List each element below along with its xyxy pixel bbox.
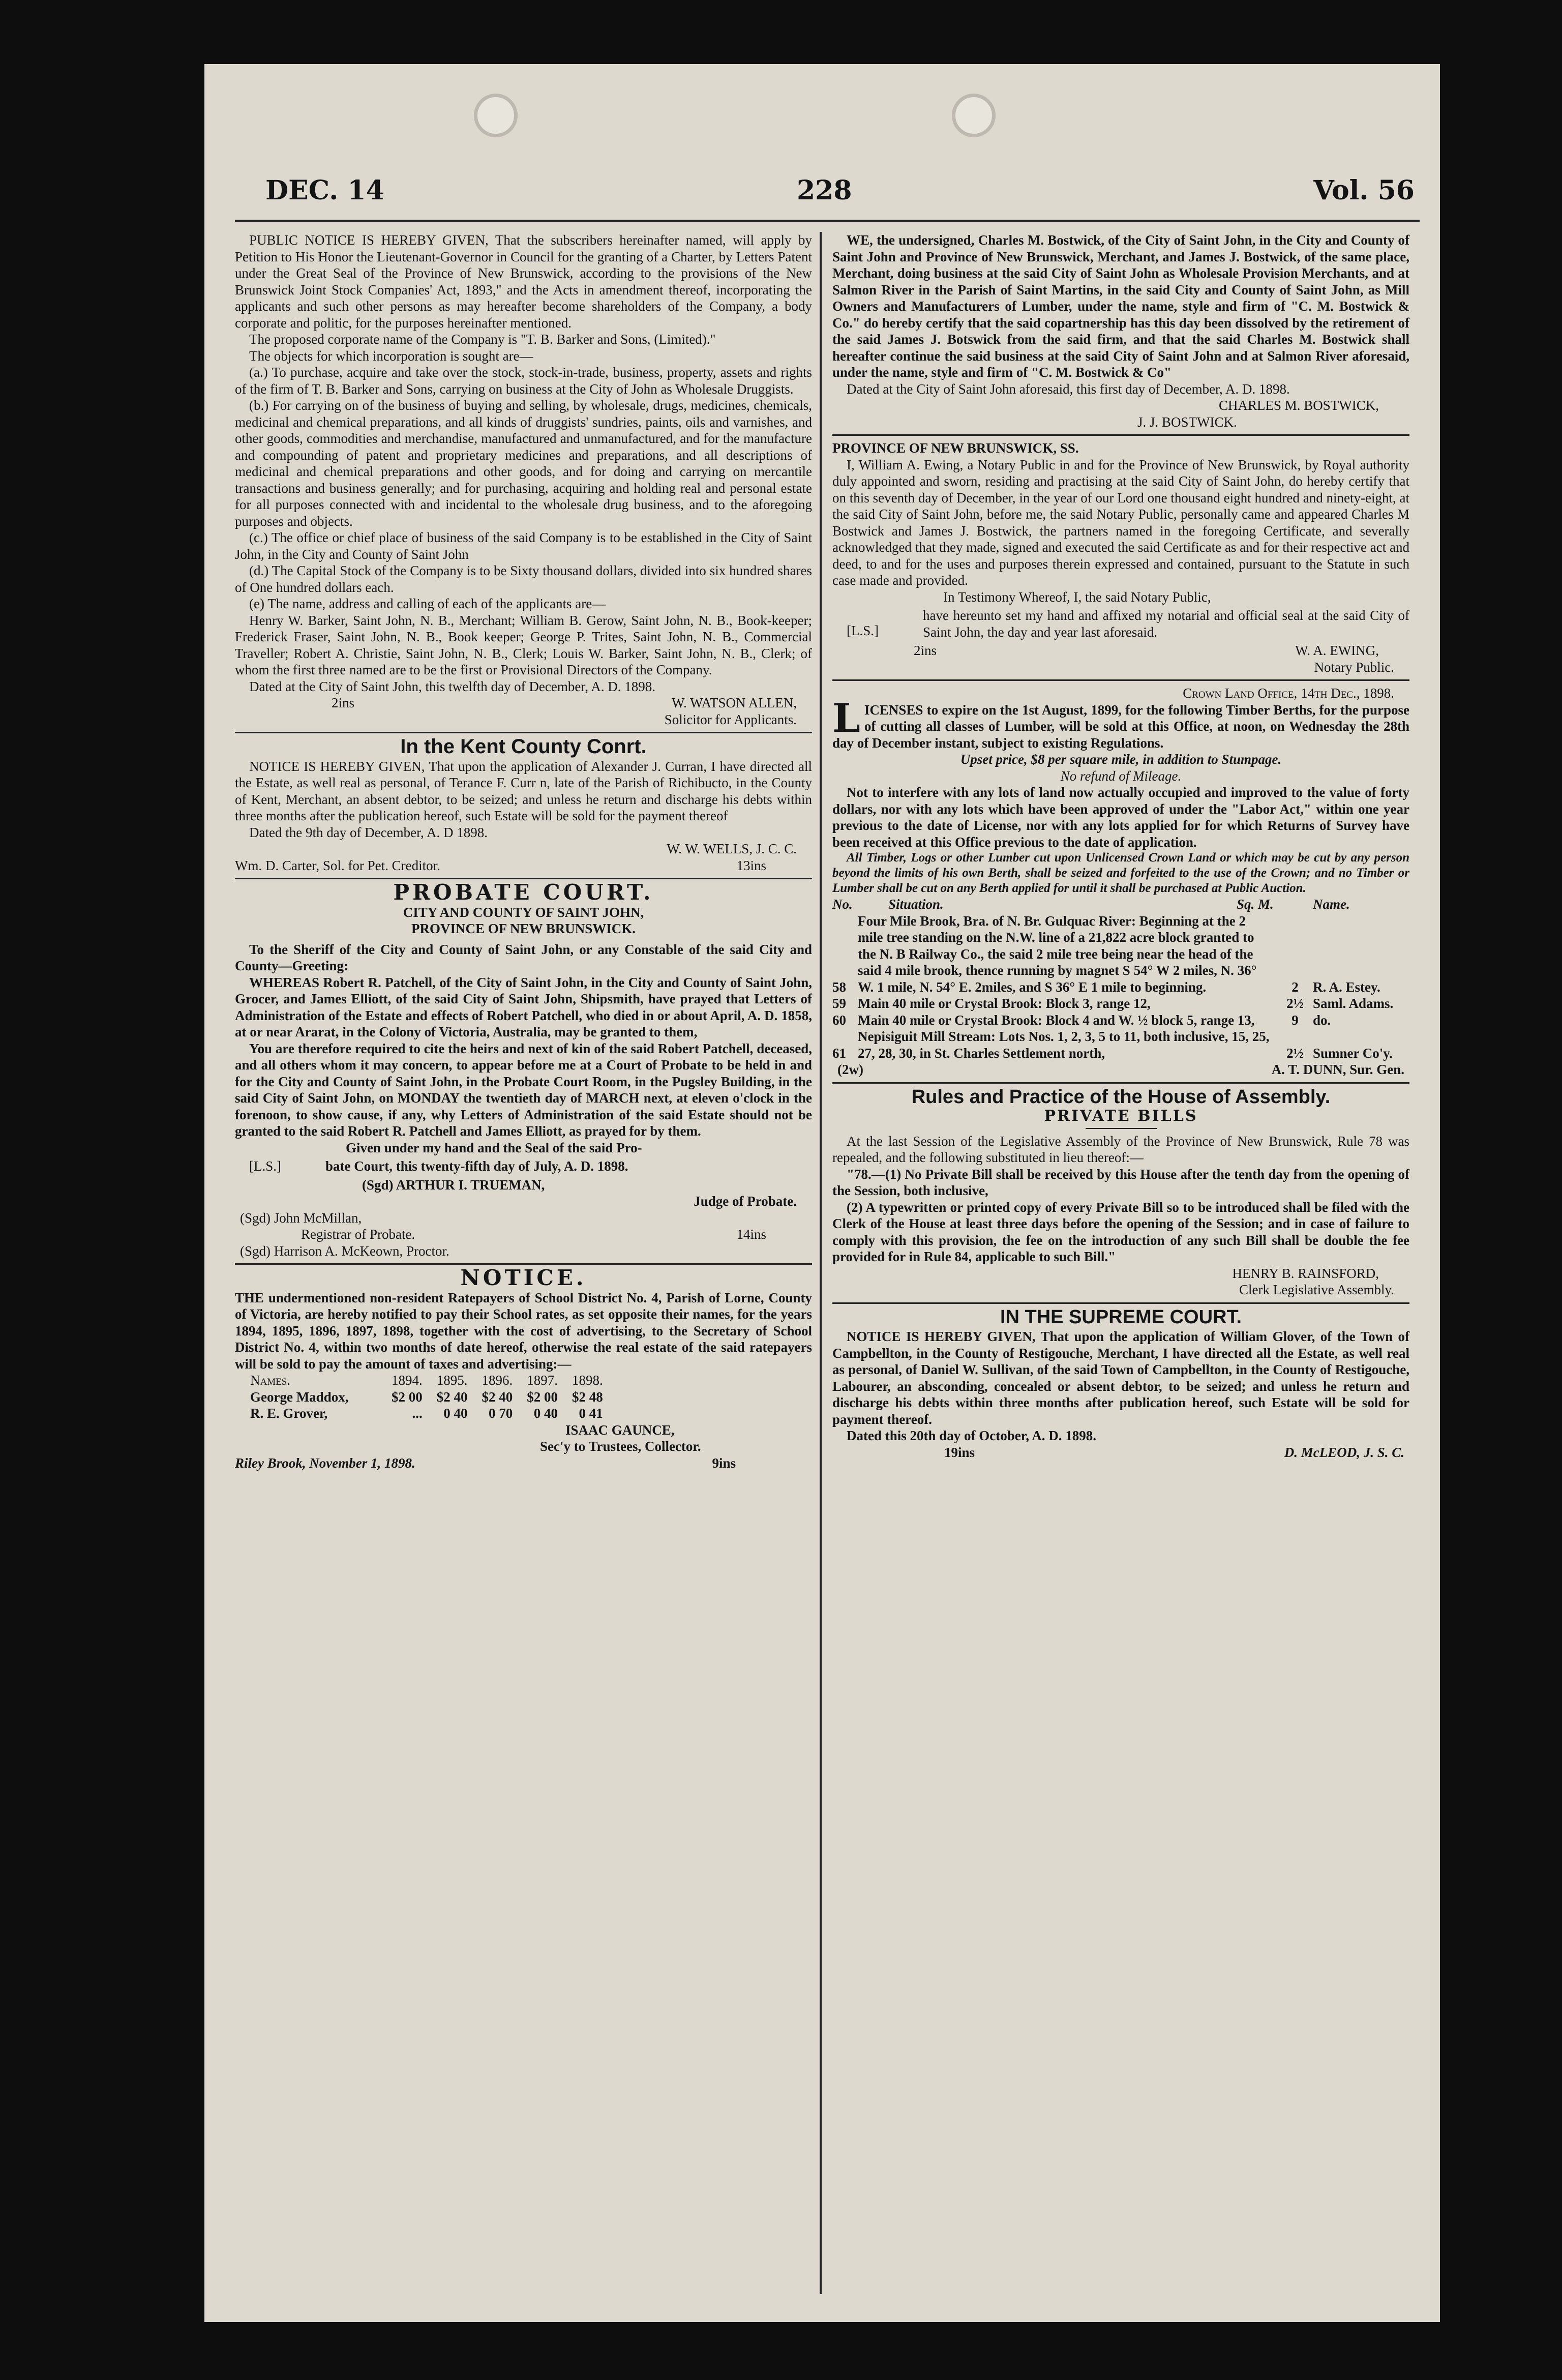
signature: D. McLEOD, J. S. C. <box>1284 1444 1404 1460</box>
notice-paragraph: Dated at the City of Saint John aforesaid, this first day of December, A. D. 1898. <box>847 381 1290 397</box>
signature-role: Clerk Legislative Assembly. <box>1239 1282 1394 1297</box>
notice-paragraph: NOTICE IS HEREBY GIVEN, That upon the application of William Glover, of the Town of Campbellton, in the County of Restigouche, Merchant, I have directed all the Estate, as well real as personal, of Daniel W. Sullivan, of the said Town of Campbellton, in the County of Restigouche, Labourer, an absconding, concealed or absent debtor, to be seized; and unless he return and discharge his debts within three months after publication hereof, such Estate will be sold for payment thereof. <box>832 1329 1409 1427</box>
section-divider <box>235 878 812 879</box>
section-heading: NOTICE. <box>460 1265 587 1290</box>
table-cell: George Maddox, <box>250 1389 349 1405</box>
table-row <box>250 1389 610 1406</box>
table-header-cell: Situation. <box>888 897 944 912</box>
table-header-cell: 1896. <box>482 1373 513 1388</box>
subheading: CITY AND COUNTY OF SAINT JOHN, <box>403 904 644 920</box>
private-bills-notice <box>832 1086 1409 1298</box>
no-refund: No refund of Mileage. <box>1060 768 1182 784</box>
signature-role: Notary Public. <box>1314 659 1394 675</box>
insertion-count: 2ins <box>332 695 355 710</box>
signature: HENRY B. RAINSFORD, <box>1232 1265 1379 1281</box>
table-row <box>832 1028 1409 1061</box>
insertion-count: 2ins <box>914 643 937 658</box>
table-header-cell: Names. <box>250 1373 291 1388</box>
left-column <box>235 232 812 1471</box>
table-cell: 0 40 <box>533 1406 558 1421</box>
section-divider <box>235 1263 812 1265</box>
table-cell: $2 48 <box>572 1389 603 1405</box>
notice-paragraph: THE undermentioned non-resident Ratepayers of School District No. 4, Parish of Lorne, County of Victoria, are hereby notified to pay their School rates, as set opposite their names, for the years 1894, 1895, 1896, 1897, 1898, together with the cost of advertising, to the Secretary of School District No. 4, within two months of date hereof, otherwise the real estate of the said ratepayers will be sold to pay the amount of taxes and advertising:— <box>235 1290 812 1372</box>
signature: W. W. WELLS, J. C. C. <box>667 841 797 856</box>
subheading: PRIVATE BILLS <box>1044 1107 1198 1125</box>
insertion-count: 9ins <box>712 1455 736 1471</box>
notice-paragraph: ICENSES to expire on the 1st August, 1899, for the following Timber Berths, for the purpose of cutting all classes of Lumber, will be sold at this Office, at noon, on Wednesday the 28th day of December instant, subject to existing Regulations. <box>832 702 1409 751</box>
section-divider <box>832 1302 1409 1304</box>
notice-paragraph: (e) The name, address and calling of each of the applicants are— <box>249 596 606 611</box>
table-cell: 0 40 <box>443 1406 468 1421</box>
signature-role: Registrar of Probate. <box>301 1227 415 1242</box>
seal-mark: [L.S.] <box>249 1158 281 1174</box>
insertion-count: 13ins <box>736 857 766 873</box>
berth-table-header <box>832 896 1409 913</box>
notice-paragraph: have hereunto set my hand and affixed my notarial and official seal at the said City of Saint John, the day and year last aforesaid. <box>923 608 1409 640</box>
table-cell: Main 40 mile or Crystal Brook: Block 3, range 12, <box>858 996 1151 1011</box>
signature-role: Judge of Probate. <box>694 1194 797 1209</box>
section-heading: In the Kent County Conrt. <box>400 735 647 758</box>
supreme-court-notice <box>832 1306 1409 1461</box>
table-cell: Nepisiguit Mill Stream: Lots Nos. 1, 2, 3, 5 to 11, both inclusive, 15, 25, 27, 28, 30, in St. Charles Settlement north, <box>858 1029 1270 1061</box>
binding-hole <box>474 94 518 137</box>
table-cell: 59 <box>832 996 846 1011</box>
signature: ISAAC GAUNCE, <box>565 1422 675 1438</box>
table-cell: 58 <box>832 979 846 995</box>
section-divider <box>832 1082 1409 1084</box>
gazette-page <box>204 64 1440 2322</box>
section-heading: PROVINCE OF NEW BRUNSWICK, SS. <box>832 440 1079 456</box>
signature-role: Solicitor for Applicants. <box>664 711 797 727</box>
table-row <box>250 1405 610 1422</box>
notice-paragraph: In Testimony Whereof, I, the said Notary Public, <box>943 589 1211 605</box>
table-cell: 61 <box>832 1045 846 1061</box>
drop-cap: L <box>832 695 860 741</box>
table-header-cell: 1898. <box>572 1373 603 1388</box>
notice-paragraph: NOTICE IS HEREBY GIVEN, That upon the application of Alexander J. Curran, I have directed all the Estate, as well real as personal, of Terance F. Curr n, late of the Parish of Richibucto, in the County of Kent, Merchant, an absent debtor, to be seized; and unless he return and discharge his debts within three months after the publication hereof, such Estate will be sold for the payment thereof <box>235 758 812 823</box>
signature: (Sgd) Harrison A. McKeown, Proctor. <box>240 1243 449 1259</box>
header-rule <box>235 220 1420 222</box>
place-date-line: Riley Brook, November 1, 1898. <box>235 1455 415 1471</box>
table-cell: do. <box>1313 1012 1331 1028</box>
table-cell: $2 40 <box>482 1389 513 1405</box>
table-header-cell: Name. <box>1313 897 1350 912</box>
upset-price: Upset price, $8 per square mile, in addition to Stumpage. <box>960 752 1282 767</box>
table-cell: R. A. Estey. <box>1313 979 1380 995</box>
signature: (Sgd) John McMillan, <box>240 1210 362 1226</box>
table-cell: $2 40 <box>436 1389 468 1405</box>
notice-paragraph: WE, the undersigned, Charles M. Bostwick, of the City of Saint John, in the City and County of Saint John and Province of New Brunswick, Merchant, and James J. Bostwick, of the same place, Merchant, doing business at the said City of Saint John as Wholesale Provision Merchants, and at Salmon River in the Parish of Saint Martins, in the said City and County of Saint John, as Mill Owners and Manufacturers of Lumber, under the name, style and firm of "C. M. Bostwick & Co." do hereby certify that the said copartnership has this day been dissolved by the retirement of the said James J. Botswick from the said firm, and that the said Charles M. Bostwick shall hereafter continue the said business at the said City of Saint John and at Salmon River aforesaid, under the name, style and firm of "C. M. Bostwick & Co" <box>832 232 1409 380</box>
subheading: PROVINCE OF NEW BRUNSWICK. <box>411 921 636 936</box>
table-cell: Saml. Adams. <box>1313 996 1394 1011</box>
notary-certificate <box>832 440 1409 675</box>
notice-paragraph: The proposed corporate name of the Company is "T. B. Barker and Sons, (Limited)." <box>249 332 716 347</box>
kent-county-court-notice <box>235 735 812 874</box>
notice-paragraph: All Timber, Logs or other Lumber cut upon Unlicensed Crown Land or which may be cut by any person beyond the limits of his own Berth, shall be seized and forfeited to the use of the Crown; and no Timber or Lumber shall be cut on any Berth applied for until it shall be purchased at Public Auction. <box>832 851 1409 895</box>
notice-paragraph: Dated at the City of Saint John, this twelfth day of December, A. D. 1898. <box>249 678 656 694</box>
table-header-cell: No. <box>832 897 853 912</box>
signature: A. T. DUNN, Sur. Gen. <box>1271 1062 1404 1077</box>
notice-paragraph: (a.) To purchase, acquire and take over the stock, stock-in-trade, business, property, assets and rights of the firm of T. B. Barker and Sons, carrying on business at the City of John as Wholesale Druggists. <box>235 365 812 397</box>
barker-charter-notice <box>235 232 812 728</box>
section-divider <box>235 732 812 733</box>
table-header-row <box>250 1372 610 1389</box>
notice-paragraph: Not to interfere with any lots of land now actually occupied and improved to the value of forty dollars, nor with any lots which have been approved of under the "Labor Act," within one year previous to the date of License, nor with any lots applied for for which Returns of Survey have been received at this Office previous to the date of application. <box>832 785 1409 850</box>
table-header-cell: Sq. M. <box>1237 897 1274 912</box>
rates-table <box>250 1372 610 1422</box>
signature: CHARLES M. BOSTWICK, <box>1218 398 1379 413</box>
notice-paragraph: (d.) The Capital Stock of the Company is to be Sixty thousand dollars, divided into six hundred shares of One hundred dollars each. <box>235 563 812 595</box>
insertion-count: 14ins <box>736 1227 766 1242</box>
table-row <box>832 1012 1409 1029</box>
table-cell: 60 <box>832 1012 846 1028</box>
notice-paragraph: bate Court, this twenty-fifth day of July, A. D. 1898. <box>325 1158 628 1174</box>
notice-paragraph: You are therefore required to cite the heirs and next of kin of the said Robert Patchell, deceased, and all others whom it may concern, to appear before me at a Court of Probate to be held in and for the City and County of Saint John, in the Probate Court Room, in the Pugsley Building, in the said City of Saint John, on MONDAY the twentieth day of MARCH next, at eleven o'clock in the forenoon, to show cause, if any, why Letters of Administration of the said Estate should not be granted to the said Robert R. Patchell and James Elliott, as prayed for by them. <box>235 1040 812 1139</box>
solicitor-line: Wm. D. Carter, Sol. for Pet. Creditor. <box>235 857 440 873</box>
section-heading: Rules and Practice of the House of Assembly. <box>911 1086 1331 1108</box>
table-header-cell: 1895. <box>436 1373 468 1388</box>
notice-paragraph: Given under my hand and the Seal of the said Pro- <box>346 1140 642 1155</box>
notice-paragraph: (c.) The office or chief place of business of the said Company is to be established in the City of Saint John, in the City and County of Saint John <box>235 530 812 562</box>
header-page-number: 228 <box>797 175 852 206</box>
table-row <box>832 913 1409 996</box>
notice-paragraph: I, William A. Ewing, a Notary Public in and for the Province of New Brunswick, by Royal authority duly appointed and sworn, residing and practising at the said City of Saint John, do hereby certify that on this seventh day of December, in the year of our Lord one thousand eight hundred and ninety-eight, at the said City of Saint John, before me, the said Notary Public, personally came and appeared Charles M Bostwick and James J. Bostwick, the partners named in the foregoing Certificate, and severally acknowledged that they made, signed and executed the said Certificate as and for their respective act and deed, to and for the uses and purposes therein expressed and contained, pursuant to the Statute in such case made and provided. <box>832 457 1409 588</box>
right-column <box>832 232 1409 1461</box>
binding-hole <box>952 94 996 137</box>
probate-court-notice <box>235 880 812 1259</box>
table-cell: Sumner Co'y. <box>1313 1045 1393 1061</box>
bostwick-dissolution-notice <box>832 232 1409 430</box>
table-cell: $2 00 <box>392 1389 423 1405</box>
insertion-count: 19ins <box>944 1444 975 1460</box>
table-cell: 9 <box>1291 1012 1299 1028</box>
signature: W. A. EWING, <box>1295 643 1379 658</box>
header-volume: Vol. 56 <box>1313 175 1415 206</box>
table-cell: Four Mile Brook, Bra. of N. Br. Gulquac River: Beginning at the 2 mile tree standing on the N.W. line of a 21,822 acre block granted to the N. B Railway Co., the said 2 mile tree being near the head of the said 4 mile brook, thence running by magnet S 54° W 2 miles, N. 36° W. 1 mile, N. 54° E. 2miles, and S 36° E 1 mile to beginning. <box>858 913 1257 995</box>
column-divider <box>820 232 822 2294</box>
school-rates-notice <box>235 1265 812 1471</box>
seal-mark: [L.S.] <box>847 623 879 638</box>
table-cell: R. E. Grover, <box>250 1406 328 1421</box>
office-date-line: Crown Land Office, 14th Dec., 1898. <box>1183 686 1394 701</box>
notice-paragraph: Dated the 9th day of December, A. D 1898. <box>249 824 488 840</box>
section-heading: IN THE SUPREME COURT. <box>1000 1306 1242 1328</box>
notice-paragraph: At the last Session of the Legislative Assembly of the Province of New Brunswick, Rule 78 was repealed, and the following substituted in lieu thereof:— <box>832 1133 1409 1165</box>
signature: W. WATSON ALLEN, <box>671 695 797 710</box>
table-cell: 2½ <box>1286 1045 1304 1061</box>
table-cell: 0 70 <box>489 1406 513 1421</box>
signature-role: Sec'y to Trustees, Collector. <box>540 1439 701 1454</box>
notice-paragraph: PUBLIC NOTICE IS HEREBY GIVEN, That the subscribers hereinafter named, will apply by Petition to His Honor the Lieutenant-Governor in Council for the granting of a Charter, by Letters Patent under the Great Seal of the Province of New Brunswick, according to the provisions of the New Brunswick Joint Stock Companies' Act, 1893," and the Acts in amendment thereof, incorporating the applicants and such other persons as may hereafter become shareholders of the Company, a body corporate and politic, for the purposes hereinafter mentioned. <box>235 232 812 331</box>
short-rule <box>1086 1128 1157 1129</box>
table-cell: ... <box>412 1406 423 1421</box>
signature: (Sgd) ARTHUR I. TRUEMAN, <box>362 1177 545 1193</box>
section-divider <box>832 434 1409 436</box>
notice-paragraph: Henry W. Barker, Saint John, N. B., Merchant; William B. Gerow, Saint John, N. B., Book-keeper; Frederick Fraser, Saint John, N. B., Book keeper; George P. Trites, Saint John, N. B., Commercial Traveller; Robert A. Christie, Saint John, N. B., Clerk; Louis W. Barker, Saint John, N. B., Clerk; of whom the first three named are to be the first or Provisional Directors of the Company. <box>235 612 812 677</box>
notice-paragraph: (2) A typewritten or printed copy of every Private Bill so to be introduced shall be filed with the Clerk of the House at least three days before the opening of the Session; and in case of failure to comply with this provision, the fee on the introduction of any such Bill shall be double the fee provided for in Rule 84, applicable to such Bill." <box>832 1199 1409 1264</box>
table-header-cell: 1894. <box>392 1373 423 1388</box>
table-cell: Main 40 mile or Crystal Brook: Block 4 and W. ½ block 5, range 13, <box>858 1012 1255 1028</box>
crown-land-notice <box>832 685 1409 1078</box>
notice-paragraph: WHEREAS Robert R. Patchell, of the City of Saint John, in the City and County of Saint John, Grocer, and James Elliott, of the said City of Saint John, Shipsmith, have prayed that Letters of Administration of the Estate and effects of Robert Patchell, who died in or about April, A. D. 1858, at or near Ararat, in the Colony of Victoria, Australia, may be granted to them, <box>235 974 812 1039</box>
header-date: DEC. 14 <box>265 175 384 206</box>
table-header-cell: 1897. <box>527 1373 558 1388</box>
notice-paragraph: The objects for which incorporation is sought are— <box>249 348 533 364</box>
signature: J. J. BOSTWICK. <box>1137 414 1237 430</box>
insertion-count: (2w) <box>837 1062 863 1077</box>
table-cell: 2½ <box>1286 996 1304 1011</box>
notice-paragraph: (b.) For carrying on of the business of buying and selling, by wholesale, drugs, medicines, chemicals, medicinal and chemical preparations, and all kinds of druggists' sundries, paints, oils and varnishes, and other goods, commodities and merchandise, manufactured and unmanufactured, and for the manufacture and compounding of patent and proprietary medicines and preparations, and all descriptions of medicinal and chemical preparations and other goods, and for doing and carrying on mercantile transactions and business generally; and for purchasing, acquiring and holding real and personal estate for all purposes connected with and incidental to the wholesale drug business, and to the aforegoing purposes and objects. <box>235 398 812 529</box>
notice-paragraph: "78.—(1) No Private Bill shall be received by this House after the tenth day from the opening of the Session, both inclusive, <box>832 1166 1409 1198</box>
section-divider <box>832 679 1409 681</box>
notice-paragraph: To the Sheriff of the City and County of Saint John, or any Constable of the said City and County—Greeting: <box>235 941 812 973</box>
notice-paragraph: Dated this 20th day of October, A. D. 1898. <box>847 1428 1097 1443</box>
table-cell: 0 41 <box>579 1406 603 1421</box>
section-heading: PROBATE COURT. <box>393 880 654 905</box>
table-cell: $2 00 <box>527 1389 558 1405</box>
table-row <box>832 995 1409 1012</box>
table-cell: 2 <box>1291 979 1299 995</box>
